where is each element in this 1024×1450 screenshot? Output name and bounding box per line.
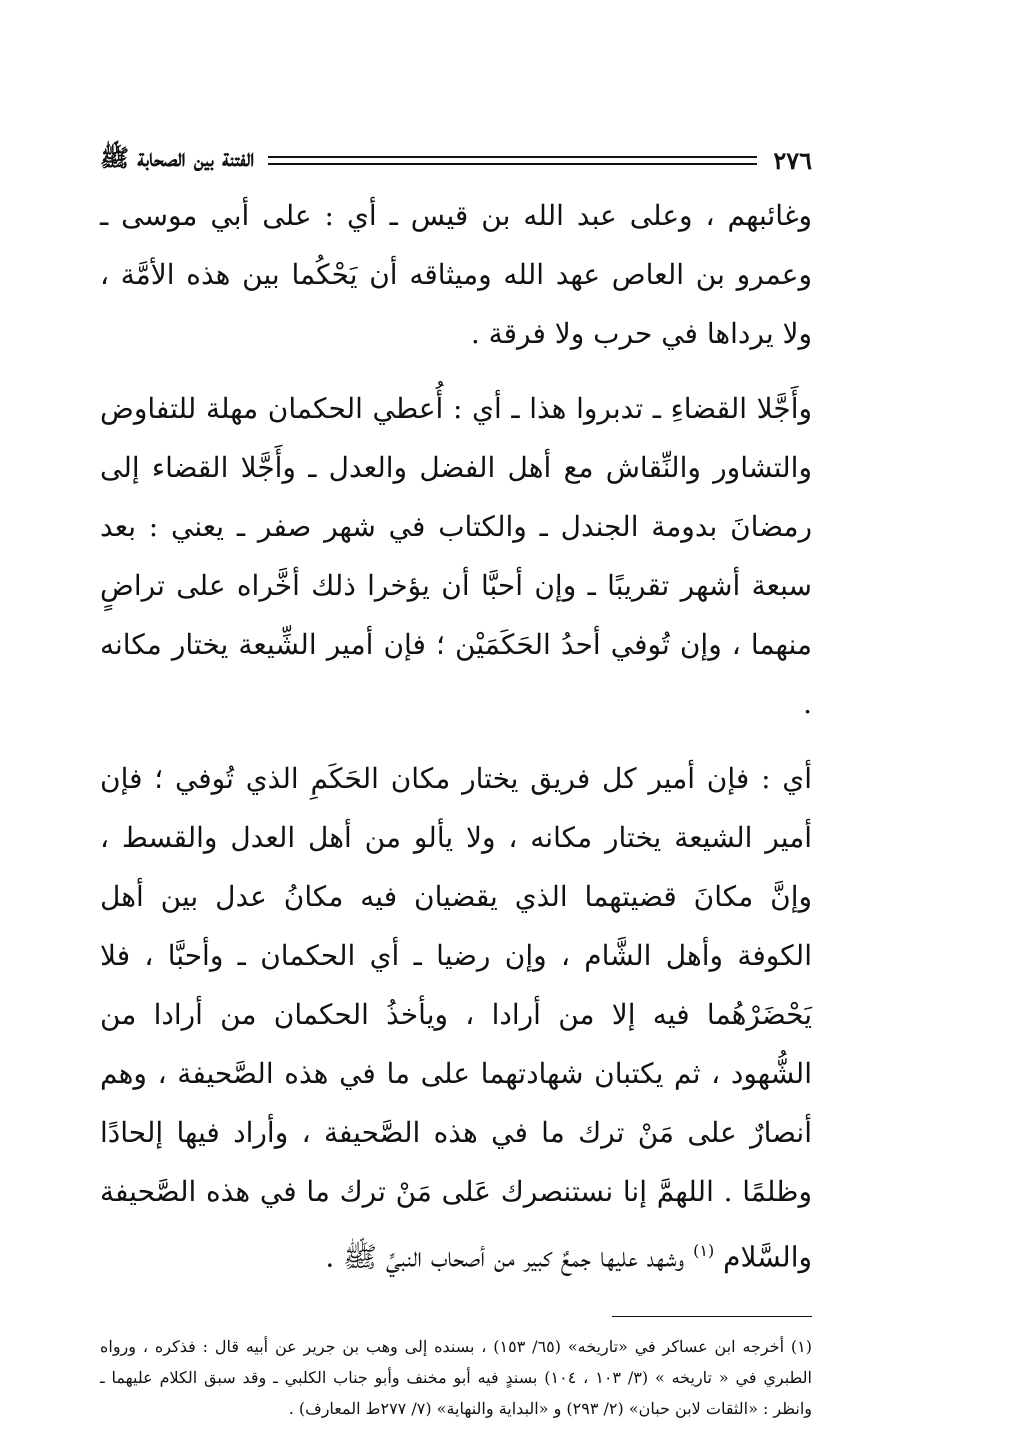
header-rule [268,156,757,165]
page-number: ٢٧٦ [773,145,812,175]
footnote-ref-1: (١) [693,1241,715,1260]
paragraph-2: وأَجَّلا القضاءِ ـ تدبروا هذا ـ أي : أُعطي الحكمان مهلة للتفاوض والتشاور والنِّقاش مع أهل الفضل والعدل ـ وأَجَّلا القضاء إلى رمضانَ بدومة الجندل ـ والكتاب في شهر صفر ـ يعني : بعد سبعة أشهر تقريبًا ـ وإن أحبَّا أن يؤخرا ذلك أخَّراه على تراضٍ منهما ، وإن تُوفي أحدُ الحَكَمَيْن ؛ فإن أمير الشِّيعة يختار مكانه . [100,392,812,720]
running-title: الفتنة بين الصحابة ﷺ [100,142,255,172]
footnote-separator [612,1316,812,1317]
page [100,140,812,1424]
paragraph-1: وغائبهم ، وعلى عبد الله بن قيس ـ أي : على أبي موسى ـ وعمرو بن العاص عهد الله وميثاقه أن يَحْكُما بين هذه الأمَّة ، ولا يرداها في حرب ولا فرقة . [100,199,812,350]
paragraph-4-text: وشهد عليها جمعٌ كبير من أصحاب النبيِّ ﷺ . [325,1240,685,1274]
footnote-1: (١) أخرجه ابن عساكر في «تاريخه» (٦٥/ ١٥٣) ، بسنده إلى وهب بن جرير عن أبيه قال : فذكره ، ورواه الطبري في « تاريخه » (٣/ ١٠٣ ، ١٠٤) بسندٍ فيه أبو مخنف وأبو جناب الكلبي ـ وقد سبق الكلام عليهما ـ وانظر : «الثقات لابن حبان» (٢/ ٢٩٣) و «البداية والنهاية» (٧/ ٢٧٧ط المعارف) . [100,1337,813,1419]
paragraph-3-text: أي : فإن أمير كل فريق يختار مكان الحَكَمِ الذي تُوفي ؛ فإن أمير الشيعة يختار مكانه ، ولا يألو من أهل العدل والقسط ، وإنَّ مكانَ قضيتهما الذي يقضيان فيه مكانُ عدل بين أهل الكوفة وأهل الشَّام ، وإن رضيا ـ أي الحكمان ـ وأحبَّا ، فلا يَحْضَرْهُما فيه إلا من أرادا ، ويأخذُ الحكمان من أرادا من الشُّهود ، ثم يكتبان شهادتهما على ما في هذه الصَّحيفة ، وهم أنصارٌ على مَنْ ترك ما في هذه الصَّحيفة ، وأراد فيها إلحادًا وظلمًا . اللهمَّ إنا نستنصرك عَلى مَنْ ترك ما في هذه الصَّحيفة والسَّلام [100,762,812,1274]
paragraph-3 [100,749,812,1286]
running-header [100,140,812,180]
